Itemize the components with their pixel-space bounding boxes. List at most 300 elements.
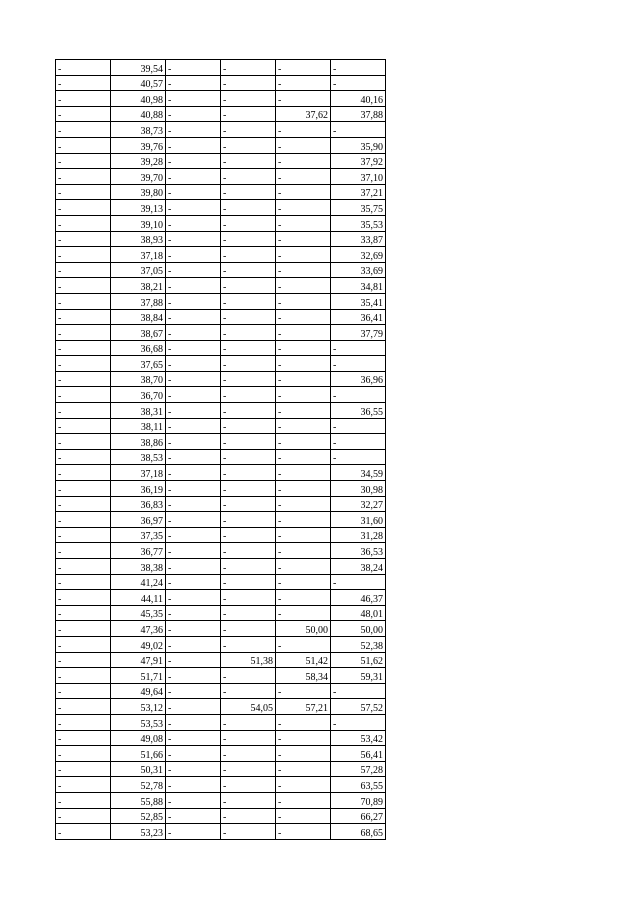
table-cell: 37,18 <box>111 465 166 481</box>
table-cell: - <box>221 792 276 808</box>
table-cell: - <box>331 340 386 356</box>
table-cell: - <box>166 449 221 465</box>
table-cell: - <box>166 683 221 699</box>
table-cell: - <box>276 792 331 808</box>
table-cell: 51,71 <box>111 668 166 684</box>
table-cell: - <box>56 777 111 793</box>
table-cell: - <box>56 122 111 138</box>
table-row <box>56 309 386 325</box>
table-cell: 38,70 <box>111 371 166 387</box>
table-cell: - <box>166 512 221 528</box>
table-cell: - <box>56 247 111 263</box>
table-row <box>56 668 386 684</box>
table-cell: - <box>56 325 111 341</box>
table-cell: - <box>221 122 276 138</box>
table-cell: - <box>221 153 276 169</box>
table-cell: - <box>276 512 331 528</box>
table-cell: 36,19 <box>111 481 166 497</box>
table-cell: - <box>276 808 331 824</box>
table-cell: 47,36 <box>111 621 166 637</box>
table-cell: 37,10 <box>331 169 386 185</box>
table-cell: - <box>276 590 331 606</box>
table-row <box>56 449 386 465</box>
table-cell: - <box>276 777 331 793</box>
table-cell: - <box>166 387 221 403</box>
table-cell: 36,96 <box>331 371 386 387</box>
table-cell: - <box>221 449 276 465</box>
table-cell: - <box>221 75 276 91</box>
table-cell: - <box>221 278 276 294</box>
table-cell: 51,66 <box>111 746 166 762</box>
table-cell: - <box>276 278 331 294</box>
table-row <box>56 636 386 652</box>
table-cell: 31,60 <box>331 512 386 528</box>
table-cell: - <box>56 153 111 169</box>
table-cell: 39,76 <box>111 137 166 153</box>
table-cell: - <box>166 746 221 762</box>
table-cell: - <box>56 559 111 575</box>
table-cell: 38,31 <box>111 403 166 419</box>
table-cell: 34,59 <box>331 465 386 481</box>
table-cell: - <box>221 106 276 122</box>
table-cell: - <box>56 512 111 528</box>
table-cell: 63,55 <box>331 777 386 793</box>
table-cell: 49,02 <box>111 636 166 652</box>
table-cell: - <box>221 730 276 746</box>
table-cell: - <box>276 481 331 497</box>
table-cell: 39,80 <box>111 184 166 200</box>
table-cell: - <box>56 434 111 450</box>
table-cell: - <box>276 309 331 325</box>
table-cell: - <box>221 200 276 216</box>
table-cell: - <box>166 621 221 637</box>
table-cell: - <box>221 91 276 107</box>
table-cell: - <box>276 683 331 699</box>
table-cell: 40,98 <box>111 91 166 107</box>
table-cell: - <box>166 325 221 341</box>
table-cell: - <box>166 761 221 777</box>
table-cell: - <box>221 340 276 356</box>
table-cell: 56,41 <box>331 746 386 762</box>
table-cell: - <box>276 496 331 512</box>
table-cell: - <box>276 527 331 543</box>
table-cell: 34,81 <box>331 278 386 294</box>
table-cell: - <box>56 309 111 325</box>
table-cell: - <box>56 91 111 107</box>
table-cell: - <box>276 184 331 200</box>
table-cell: 36,68 <box>111 340 166 356</box>
table-row <box>56 403 386 419</box>
table-cell: - <box>166 714 221 730</box>
table-cell: - <box>331 418 386 434</box>
table-row <box>56 340 386 356</box>
table-cell: - <box>166 91 221 107</box>
table-cell: - <box>166 153 221 169</box>
table-cell: - <box>166 574 221 590</box>
table-row <box>56 605 386 621</box>
table-cell: - <box>56 574 111 590</box>
table-cell: - <box>276 122 331 138</box>
table-row <box>56 371 386 387</box>
table-cell: 36,70 <box>111 387 166 403</box>
table-cell: 36,55 <box>331 403 386 419</box>
table-cell: 66,27 <box>331 808 386 824</box>
table-cell: - <box>276 418 331 434</box>
table-cell: 57,52 <box>331 699 386 715</box>
table-cell: - <box>56 761 111 777</box>
table-cell: - <box>56 387 111 403</box>
table-cell: - <box>166 605 221 621</box>
table-cell: - <box>56 605 111 621</box>
table-cell: 51,62 <box>331 652 386 668</box>
table-cell: - <box>56 808 111 824</box>
table-cell: - <box>56 730 111 746</box>
table-cell: 52,38 <box>331 636 386 652</box>
table-row <box>56 730 386 746</box>
table-cell: 36,53 <box>331 543 386 559</box>
table-cell: 41,24 <box>111 574 166 590</box>
table-cell: - <box>221 496 276 512</box>
table-cell: - <box>221 309 276 325</box>
table-cell: - <box>56 137 111 153</box>
table-row <box>56 621 386 637</box>
table-cell: - <box>166 200 221 216</box>
table-cell: 49,08 <box>111 730 166 746</box>
table-cell: 30,98 <box>331 481 386 497</box>
table-cell: 35,75 <box>331 200 386 216</box>
table-cell: - <box>56 449 111 465</box>
table-cell: 38,53 <box>111 449 166 465</box>
table-cell: - <box>331 356 386 372</box>
table-row <box>56 75 386 91</box>
table-row <box>56 527 386 543</box>
table-cell: - <box>166 730 221 746</box>
table-cell: - <box>276 200 331 216</box>
table-cell: 38,21 <box>111 278 166 294</box>
table-cell: - <box>56 746 111 762</box>
table-cell: - <box>166 465 221 481</box>
table-cell: - <box>166 652 221 668</box>
table-cell: 37,79 <box>331 325 386 341</box>
table-cell: - <box>221 777 276 793</box>
table-cell: 44,11 <box>111 590 166 606</box>
table-row <box>56 714 386 730</box>
table-cell: - <box>331 60 386 76</box>
table-cell: - <box>276 746 331 762</box>
table-cell: - <box>166 434 221 450</box>
table-cell: - <box>276 137 331 153</box>
table-cell: - <box>276 449 331 465</box>
table-row <box>56 824 386 840</box>
table-cell: - <box>166 262 221 278</box>
table-row <box>56 465 386 481</box>
table-cell: - <box>56 60 111 76</box>
table-cell: 35,90 <box>331 137 386 153</box>
table-cell: - <box>56 792 111 808</box>
table-cell: - <box>166 543 221 559</box>
table-cell: - <box>221 262 276 278</box>
table-cell: - <box>221 60 276 76</box>
table-row <box>56 512 386 528</box>
table-cell: - <box>56 200 111 216</box>
table-cell: 51,38 <box>221 652 276 668</box>
table-cell: 37,92 <box>331 153 386 169</box>
table-cell: - <box>166 636 221 652</box>
table-cell: 40,88 <box>111 106 166 122</box>
table-cell: 39,54 <box>111 60 166 76</box>
table-cell: - <box>56 278 111 294</box>
table-cell: - <box>276 60 331 76</box>
table-cell: 39,70 <box>111 169 166 185</box>
table-row <box>56 574 386 590</box>
table-cell: - <box>221 574 276 590</box>
table-cell: 37,05 <box>111 262 166 278</box>
table-cell: 53,23 <box>111 824 166 840</box>
table-cell: - <box>221 761 276 777</box>
table-cell: - <box>56 699 111 715</box>
table-cell: - <box>221 481 276 497</box>
table-cell: - <box>166 169 221 185</box>
table-cell: 68,65 <box>331 824 386 840</box>
table-cell: - <box>221 247 276 263</box>
table-cell: - <box>221 169 276 185</box>
table-cell: - <box>276 636 331 652</box>
table-cell: 55,88 <box>111 792 166 808</box>
table-cell: - <box>56 215 111 231</box>
table-row <box>56 153 386 169</box>
table-cell: 33,69 <box>331 262 386 278</box>
table-cell: 36,83 <box>111 496 166 512</box>
table-cell: 50,00 <box>276 621 331 637</box>
table-cell: - <box>56 340 111 356</box>
table-row <box>56 559 386 575</box>
table-cell: 40,16 <box>331 91 386 107</box>
table-cell: - <box>56 496 111 512</box>
table-row <box>56 792 386 808</box>
table-cell: - <box>221 683 276 699</box>
table-row <box>56 652 386 668</box>
table-row <box>56 231 386 247</box>
table-cell: - <box>56 262 111 278</box>
table-cell: - <box>56 527 111 543</box>
table-cell: - <box>276 293 331 309</box>
table-cell: - <box>56 714 111 730</box>
table-cell: 31,28 <box>331 527 386 543</box>
table-cell: - <box>276 387 331 403</box>
table-cell: - <box>276 262 331 278</box>
table-cell: - <box>276 434 331 450</box>
table-cell: - <box>221 824 276 840</box>
table-cell: - <box>221 465 276 481</box>
table-cell: - <box>166 792 221 808</box>
table-cell: 38,24 <box>331 559 386 575</box>
table-cell: - <box>166 668 221 684</box>
table-row <box>56 387 386 403</box>
table-cell: 50,31 <box>111 761 166 777</box>
table-cell: - <box>331 122 386 138</box>
table-row <box>56 137 386 153</box>
table-cell: 39,13 <box>111 200 166 216</box>
table-cell: - <box>221 137 276 153</box>
table-row <box>56 761 386 777</box>
table-cell: - <box>221 714 276 730</box>
table-cell: 46,37 <box>331 590 386 606</box>
table-cell: - <box>221 621 276 637</box>
table-cell: 38,86 <box>111 434 166 450</box>
table-cell: 32,69 <box>331 247 386 263</box>
table-cell: - <box>221 184 276 200</box>
table-cell: - <box>166 527 221 543</box>
table-cell: 40,57 <box>111 75 166 91</box>
table-cell: - <box>166 231 221 247</box>
table-cell: - <box>276 824 331 840</box>
table-cell: - <box>56 543 111 559</box>
table-row <box>56 200 386 216</box>
table-cell: - <box>221 356 276 372</box>
table-cell: 33,87 <box>331 231 386 247</box>
table-row <box>56 122 386 138</box>
table-cell: - <box>56 636 111 652</box>
table-cell: - <box>166 481 221 497</box>
table-cell: 52,78 <box>111 777 166 793</box>
table-cell: - <box>221 605 276 621</box>
table-cell: - <box>221 590 276 606</box>
table-cell: 48,01 <box>331 605 386 621</box>
table-row <box>56 215 386 231</box>
table-cell: - <box>276 574 331 590</box>
table-cell: - <box>221 543 276 559</box>
table-cell: 53,42 <box>331 730 386 746</box>
table-cell: - <box>56 184 111 200</box>
table-cell: - <box>221 668 276 684</box>
table-cell: 51,42 <box>276 652 331 668</box>
table-cell: - <box>331 449 386 465</box>
table-cell: 37,88 <box>111 293 166 309</box>
table-cell: 37,18 <box>111 247 166 263</box>
table-cell: - <box>166 278 221 294</box>
table-row <box>56 481 386 497</box>
table-cell: - <box>276 371 331 387</box>
table-cell: - <box>166 371 221 387</box>
table-row <box>56 293 386 309</box>
table-cell: 47,91 <box>111 652 166 668</box>
table-cell: - <box>276 559 331 575</box>
table-cell: - <box>56 590 111 606</box>
table-cell: 37,21 <box>331 184 386 200</box>
table-cell: - <box>166 699 221 715</box>
table-cell: 39,28 <box>111 153 166 169</box>
table-row <box>56 683 386 699</box>
table-cell: 38,73 <box>111 122 166 138</box>
table-cell: - <box>166 60 221 76</box>
table-cell: 38,67 <box>111 325 166 341</box>
table-cell: - <box>276 91 331 107</box>
table-cell: - <box>276 730 331 746</box>
table-cell: - <box>56 465 111 481</box>
table-row <box>56 278 386 294</box>
table-cell: - <box>56 824 111 840</box>
table-cell: - <box>56 621 111 637</box>
table-cell: - <box>276 356 331 372</box>
table-row <box>56 106 386 122</box>
table-cell: 38,38 <box>111 559 166 575</box>
table-cell: - <box>221 636 276 652</box>
table-cell: - <box>166 106 221 122</box>
table-cell: - <box>276 761 331 777</box>
table-cell: - <box>331 683 386 699</box>
table-cell: - <box>166 293 221 309</box>
table-cell: - <box>166 309 221 325</box>
table-cell: 53,53 <box>111 714 166 730</box>
table-cell: 35,41 <box>331 293 386 309</box>
table-cell: - <box>331 434 386 450</box>
table-cell: - <box>331 75 386 91</box>
table-cell: - <box>221 512 276 528</box>
table-cell: 49,64 <box>111 683 166 699</box>
table-cell: - <box>56 293 111 309</box>
table-cell: - <box>221 387 276 403</box>
table-row <box>56 434 386 450</box>
table-row <box>56 777 386 793</box>
table-cell: - <box>276 714 331 730</box>
table-cell: - <box>276 215 331 231</box>
table-row <box>56 60 386 76</box>
table-cell: - <box>276 543 331 559</box>
table-cell: - <box>221 371 276 387</box>
table-cell: - <box>56 481 111 497</box>
table-cell: 59,31 <box>331 668 386 684</box>
table-cell: 39,10 <box>111 215 166 231</box>
table-cell: 53,12 <box>111 699 166 715</box>
table-cell: 57,21 <box>276 699 331 715</box>
table-cell: 35,53 <box>331 215 386 231</box>
table-cell: - <box>276 75 331 91</box>
table-cell: 32,27 <box>331 496 386 512</box>
table-cell: 57,28 <box>331 761 386 777</box>
table-cell: 37,88 <box>331 106 386 122</box>
table-cell: - <box>276 325 331 341</box>
table-cell: - <box>56 683 111 699</box>
table-cell: - <box>331 387 386 403</box>
table-cell: - <box>56 106 111 122</box>
table-cell: - <box>166 777 221 793</box>
table-cell: 38,93 <box>111 231 166 247</box>
table-cell: - <box>276 465 331 481</box>
table-cell: - <box>166 496 221 512</box>
table-cell: - <box>166 247 221 263</box>
table-cell: - <box>166 122 221 138</box>
table-cell: - <box>166 590 221 606</box>
table-cell: - <box>166 340 221 356</box>
table-row <box>56 169 386 185</box>
table-cell: - <box>56 652 111 668</box>
table-cell: - <box>166 75 221 91</box>
table-row <box>56 91 386 107</box>
table-cell: - <box>56 371 111 387</box>
table-cell: - <box>221 527 276 543</box>
table-row <box>56 808 386 824</box>
table-cell: - <box>276 169 331 185</box>
table-cell: - <box>166 824 221 840</box>
table-cell: - <box>276 340 331 356</box>
table-cell: 58,34 <box>276 668 331 684</box>
table-cell: 50,00 <box>331 621 386 637</box>
table-row <box>56 247 386 263</box>
data-table <box>55 59 386 840</box>
table-cell: - <box>56 169 111 185</box>
table-cell: - <box>221 434 276 450</box>
table-cell: - <box>331 574 386 590</box>
